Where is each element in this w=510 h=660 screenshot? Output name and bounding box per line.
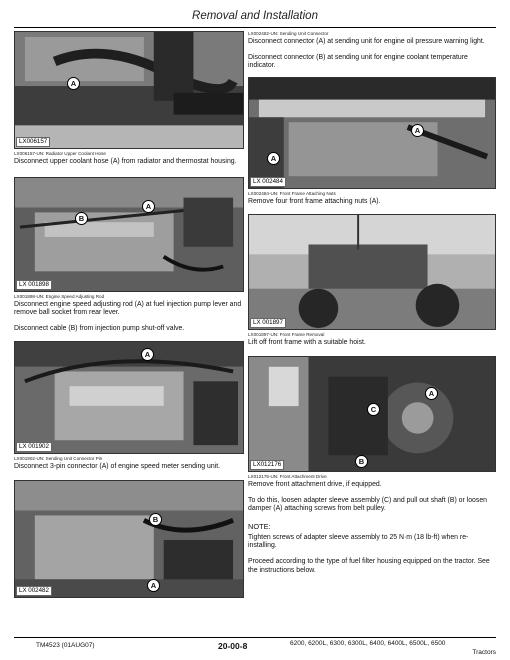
- photo-front-frame-nuts: [248, 77, 496, 189]
- figure-id: LX 001898: [16, 280, 52, 290]
- callout-a: A: [425, 387, 438, 400]
- instruction-text: Disconnect connector (A) at sending unit for engine oil pressure warning light.: [248, 38, 485, 45]
- model-list: 6200, 6200L, 6300, 6300L, 6400, 6400L, 6500L, 6500: [290, 640, 446, 647]
- photo-front-frame-removal-art: [249, 215, 495, 329]
- right-column: [248, 31, 496, 575]
- note-label: NOTE:: [248, 521, 271, 531]
- figure-id: LX 002484: [250, 177, 286, 187]
- figure-caption: LX002484-UN: Front Frame Attaching Nuts: [248, 190, 336, 196]
- photo-sending-unit: [14, 480, 244, 598]
- instruction-text: Remove front attachment drive, if equipped.: [248, 480, 382, 488]
- section-title: Removal and Installation: [192, 10, 318, 22]
- instruction-text: Disconnect 3-pin connector (A) of engine speed meter sending unit.: [14, 463, 221, 471]
- figure-caption: LX006157-UN: Radiator Upper Coolant Hose: [14, 151, 106, 156]
- figure-caption: LX001897-UN: Front Frame Removal: [248, 332, 325, 338]
- figure-caption: LX001898-UN: Engine Speed Adjusting Rod: [14, 293, 105, 299]
- figure-caption: LX012176-UN: Front Attachment Drive: [248, 473, 327, 479]
- callout-a: A: [147, 579, 160, 592]
- figure-caption: LX002482-UN: Sending Unit Connector: [248, 31, 329, 36]
- photo-radiator-hose-art: [15, 32, 243, 148]
- instruction-text: Lift off front frame with a suitable hoist.: [248, 339, 366, 347]
- photo-speed-meter-connector: [14, 341, 244, 454]
- photo-sending-unit-art: [15, 481, 243, 597]
- callout-a: A: [141, 348, 154, 361]
- instruction-text: To do this, loosen adapter sleeve assembly (C) and pull out shaft (B) or loosen damper (A) attaching screws from belt pulley.: [248, 496, 488, 513]
- instruction-text: Disconnect cable (B) from injection pump shut-off valve.: [14, 324, 185, 332]
- photo-front-attachment-drive: [248, 356, 496, 472]
- instruction-text: Remove four front frame attaching nuts (A).: [248, 197, 381, 205]
- product-series: Tractors: [472, 649, 496, 656]
- photo-speed-rod-art: [15, 178, 243, 291]
- photo-front-frame-nuts-art: [249, 78, 495, 188]
- callout-a: A: [67, 77, 80, 90]
- callout-a: A: [267, 152, 280, 165]
- callout-b: B: [75, 212, 88, 225]
- page-number: 20-00-8: [218, 641, 248, 651]
- figure-id: LX012176: [250, 460, 284, 470]
- left-column: [14, 31, 244, 598]
- figure-id: LX 001902: [16, 442, 52, 452]
- photo-speed-meter-connector-art: [15, 342, 243, 453]
- figure-id: LX 001897: [250, 318, 286, 328]
- header-divider: [14, 27, 496, 28]
- photo-radiator-hose: [14, 31, 244, 149]
- instruction-text: Proceed according to the type of fuel filter housing equipped on the tractor. See the instructions below.: [248, 557, 490, 574]
- instruction-text: Disconnect engine speed adjusting rod (A) at fuel injection pump lever and remove ball socket from rear lever.: [14, 300, 242, 317]
- instruction-text: Disconnect upper coolant hose (A) from radiator and thermostat housing.: [14, 158, 237, 165]
- document-id: TM4523 (01AUG07): [36, 642, 95, 649]
- callout-b: B: [149, 513, 162, 526]
- callout-c: C: [367, 403, 380, 416]
- figure-id: LX006157: [16, 137, 50, 147]
- callout-b: B: [355, 455, 368, 468]
- figure-caption: LX001902-UN: Sending Unit Connector Pin: [14, 456, 103, 462]
- photo-front-frame-removal: [248, 214, 496, 330]
- photo-speed-rod: [14, 177, 244, 292]
- callout-a: A: [411, 124, 424, 137]
- callout-a: A: [142, 200, 155, 213]
- instruction-text: Disconnect connector (B) at sending unit for engine coolant temperature indicator.: [248, 53, 468, 70]
- figure-id: LX 002482: [16, 586, 52, 596]
- footer-divider: [14, 637, 496, 638]
- note-text: Tighten screws of adapter sleeve assembly to 25 N·m (18 lb-ft) when re-installing.: [248, 533, 469, 550]
